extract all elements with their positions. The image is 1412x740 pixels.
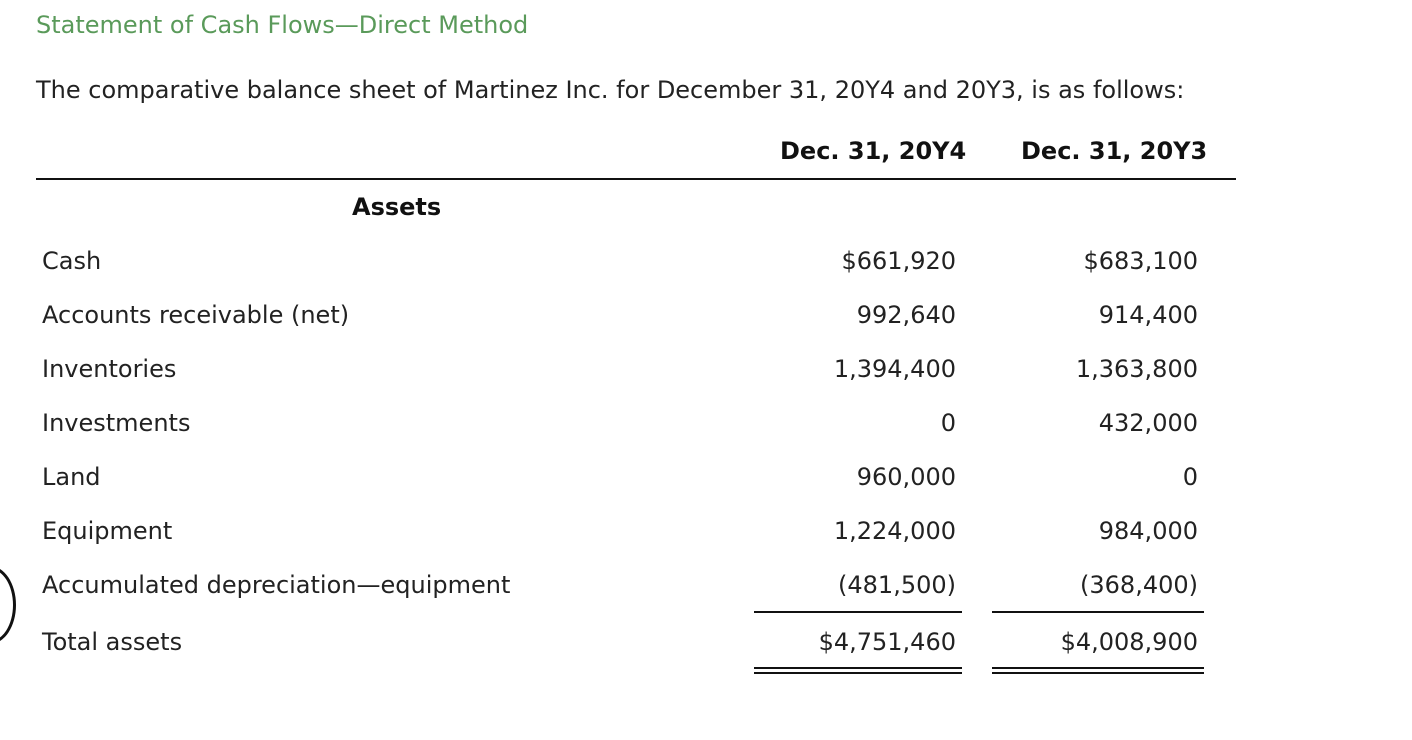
subtotal-rule-20y3 xyxy=(992,611,1204,613)
table-row xyxy=(0,457,1412,497)
row-value-20y4: (481,500) xyxy=(838,571,956,599)
row-label: Investments xyxy=(42,409,191,437)
header-divider xyxy=(36,178,1236,180)
row-label: Equipment xyxy=(42,517,173,545)
total-label: Total assets xyxy=(42,628,183,656)
row-label: Land xyxy=(42,463,101,491)
total-value-20y4: $4,751,460 xyxy=(818,628,956,656)
total-value-20y3: $4,008,900 xyxy=(1060,628,1198,656)
table-row xyxy=(0,295,1412,335)
subtotal-rule-20y4 xyxy=(754,611,962,613)
table-row xyxy=(0,511,1412,551)
page-title: Statement of Cash Flows—Direct Method xyxy=(36,11,529,39)
row-value-20y3: 432,000 xyxy=(1098,409,1198,437)
row-value-20y3: $683,100 xyxy=(1083,247,1198,275)
column-header-20y3: Dec. 31, 20Y3 xyxy=(1021,137,1208,165)
row-value-20y4: 992,640 xyxy=(856,301,956,329)
column-header-20y4: Dec. 31, 20Y4 xyxy=(780,137,967,165)
row-label: Accounts receivable (net) xyxy=(42,301,350,329)
row-value-20y3: 914,400 xyxy=(1098,301,1198,329)
row-value-20y3: 984,000 xyxy=(1098,517,1198,545)
table-row xyxy=(0,349,1412,389)
row-value-20y4: 1,224,000 xyxy=(833,517,956,545)
row-value-20y4: 1,394,400 xyxy=(833,355,956,383)
table-row xyxy=(0,403,1412,443)
total-row xyxy=(0,622,1412,662)
table-row xyxy=(0,241,1412,281)
row-value-20y4: $661,920 xyxy=(841,247,956,275)
row-value-20y4: 960,000 xyxy=(856,463,956,491)
row-value-20y4: 0 xyxy=(940,409,956,437)
row-value-20y3: (368,400) xyxy=(1080,571,1198,599)
section-title-assets: Assets xyxy=(352,193,442,221)
total-double-rule-20y4 xyxy=(754,667,962,674)
row-label: Cash xyxy=(42,247,102,275)
row-label: Accumulated depreciation—equipment xyxy=(42,571,511,599)
total-double-rule-20y3 xyxy=(992,667,1204,674)
row-value-20y3: 0 xyxy=(1182,463,1198,491)
row-label: Inventories xyxy=(42,355,177,383)
row-value-20y3: 1,363,800 xyxy=(1075,355,1198,383)
intro-text: The comparative balance sheet of Martinez Inc. for December 31, 20Y4 and 20Y3, is as follows: xyxy=(36,76,1185,104)
table-row xyxy=(0,565,1412,605)
